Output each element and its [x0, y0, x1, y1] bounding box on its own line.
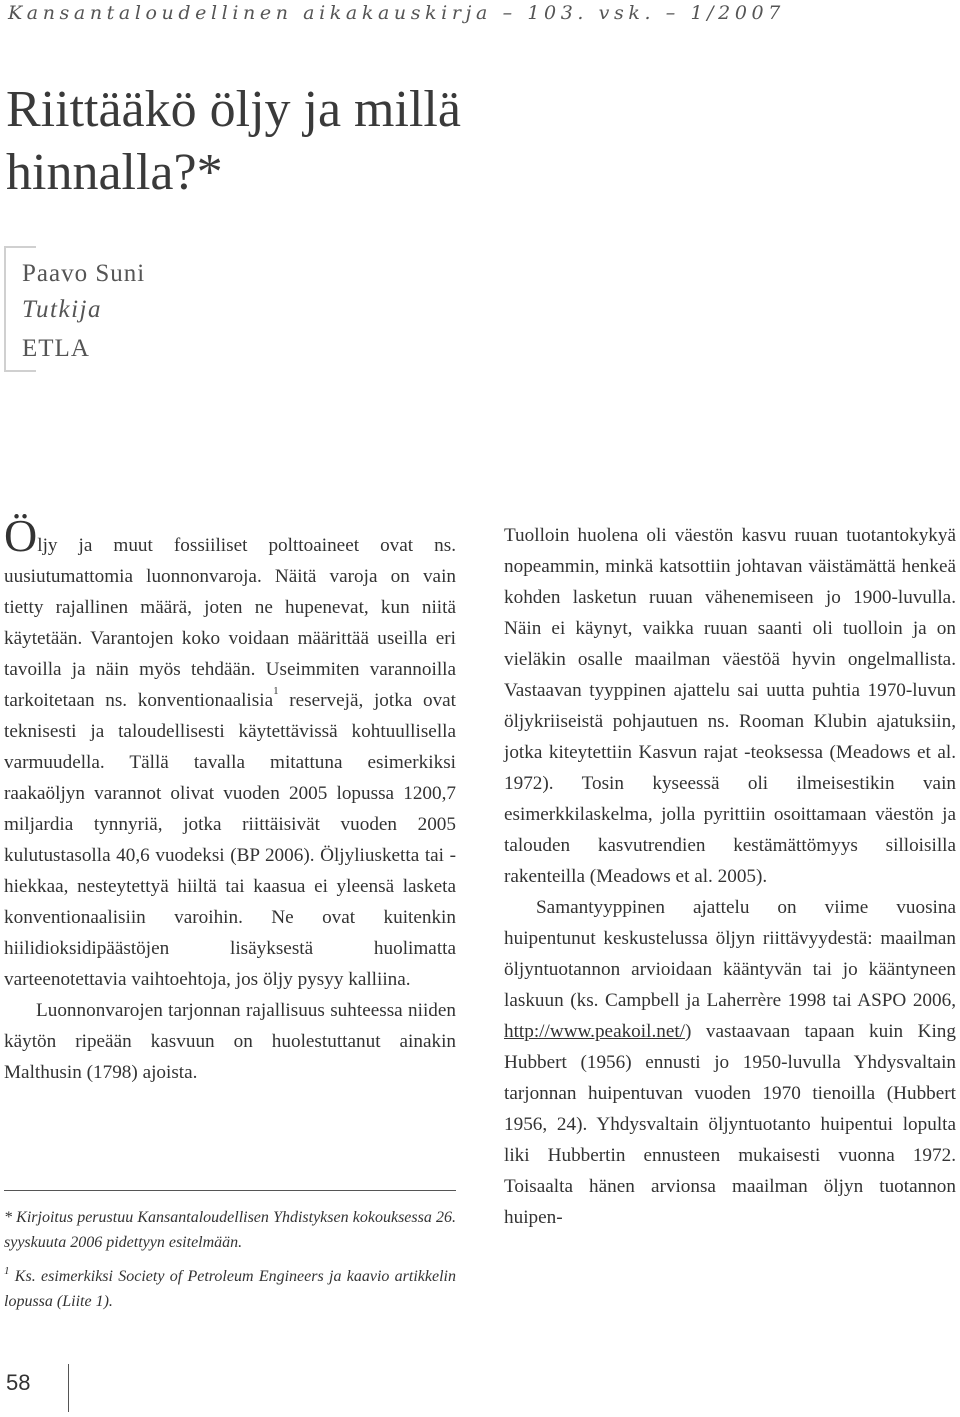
- footnote-star: * Kirjoitus perustuu Kansantaloudellisen Yhdistyksen kokouksessa 26. syyskuuta 2006 pidettyyn esitelmään.: [4, 1209, 456, 1251]
- page-number: 58: [6, 1370, 31, 1395]
- author-role: Tutkija: [22, 296, 102, 323]
- right-column: [504, 520, 956, 1233]
- footnote-ref-1: 1: [273, 685, 279, 697]
- right-paragraph-2: [504, 892, 956, 1233]
- footnote-1-mark: 1: [4, 1265, 10, 1277]
- left-paragraph-2: Luonnonvarojen tarjonnan rajallisuus suhteessa niiden käytön ripeään kasvuun on huolestuttanut ainakin Malthusin (1798) ajoista.: [4, 1000, 456, 1083]
- footnote-divider: [4, 1190, 456, 1191]
- left-column: [4, 510, 457, 1088]
- footnotes: [4, 1206, 456, 1324]
- right-paragraph-2-text-b: ) vastaavaan tapaan kuin King Hubbert (1956) ennusti jo 1950-luvulla Yhdysvaltain tarjonnan huipentuvan vuoden 1970 tienoilla (Hubbert 1956, 24). Yhdysvaltain öljyntuotanto huipentui lopulta liki Hubbertin ennusteen mukaisesti vuonna 1972. Toisaalta hänen arvionsa maailman öljyn tuotannon huipen-: [504, 1021, 956, 1228]
- left-paragraph-1-text-b: reservejä, jotka ovat teknisesti ja taloudellisesti käytettävissä kohtuullisella varmuudella. Tällä tavalla mitattuna esimerkiksi raakaöljyn varannot olivat vuoden 2005 lopussa 1200,7 miljardia tynnyriä, jotka riittäisivät vuoden 2005 kulutustasolla 40,6 vuodeksi (BP 2006). Öljyliusketta tai -hiekkaa, nesteytettyä hiiltä tai kaasua ei yleensä lasketa konventionaalisiin varoihin. Ne ovat kuitenkin hiilidioksidipäästöjen lisäyksestä huolimatta varteenotettavia vaihtoehtoja, jos öljy pysyy kalliina.: [4, 690, 457, 990]
- article-title: Riittääkö öljy ja millä hinnalla?*: [6, 81, 461, 201]
- right-paragraph-1: Tuolloin huolena oli väestön kasvu ruuan tuotantokykyä nopeammin, minkä katsottiin johtavan väistämättä henkeä kohden lasketun ruuan vähenemiseen jo 1900-luvulla. Näin ei käynyt, vaikka ruuan saanti oli tuolloin ja on vieläkin osalle maailman väestöä hyvin ongelmallista. Vastaavan tyyppinen ajattelu sai uutta puhtia 1970-luvun öljykriiseistä pohjautuen ns. Rooman Klubin ajatuksiin, jotka kiteytettiin Kasvun rajat -teoksessa (Meadows et al. 1972). Tosin kyseessä oli ilmeisestikin vain esimerkkilaskelma, jolla pyrittiin osoittamaan väestön ja talouden kasvutrendien kestämättömyys silloisilla rakenteilla (Meadows et al. 2005).: [504, 525, 956, 887]
- footnote-1-text: Ks. esimerkiksi Society of Petroleum Engineers ja kaavio artikkelin lopussa (Liite 1).: [4, 1268, 456, 1310]
- drop-cap: Ö: [4, 510, 38, 561]
- page-number-rule: [68, 1364, 69, 1412]
- right-paragraph-2-text-a: Samantyyppinen ajattelu on viime vuosina huipentunut keskustelussa öljyn riittävyydestä: maailman öljyntuotannon arvioidaan kääntyvän tai jo kääntyneen laskuun (ks. Campbell ja Laherrère 1998 tai ASPO 2006,: [504, 897, 956, 1011]
- left-paragraph-1: [4, 510, 457, 995]
- peakoil-link[interactable]: http://www.peakoil.net/: [504, 1021, 686, 1042]
- author-name: Paavo Suni: [22, 260, 146, 287]
- left-paragraph-1-text-a: ljy ja muut fossiiliset polttoaineet ovat ns. uusiutumattomia luonnonvaroja. Näitä varoja on vain tietty rajallinen määrä, joten ne hupenevat, kun niitä käytetään. Varantojen koko voidaan määrittää useilla eri tavoilla ja näin myös tehdään. Useimmiten varannoilla tarkoitetaan ns. konventionaalisia: [4, 535, 456, 711]
- footnote-1: [4, 1265, 456, 1314]
- journal-header: Kansantaloudellinen aikakauskirja – 103. vsk. – 1/2007: [8, 2, 785, 24]
- author-organization: ETLA: [22, 335, 90, 362]
